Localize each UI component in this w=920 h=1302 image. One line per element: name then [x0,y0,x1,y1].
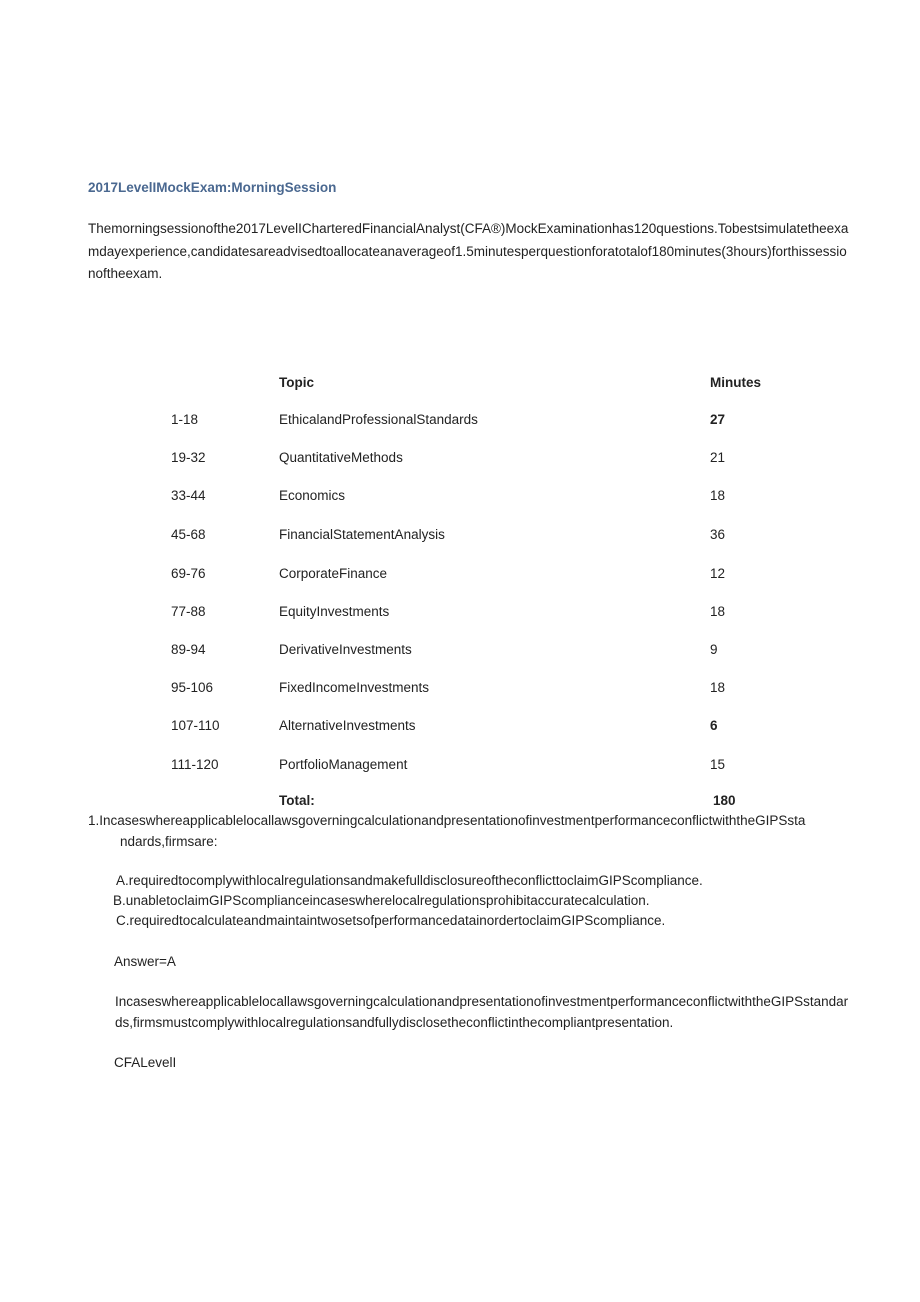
question-stem [88,810,853,852]
option-c: C.requiredtocalculateandmaintaintwosetsofperformancedatainordertoclaimGIPScompliance. [116,913,666,928]
topic-name: EthicalandProfessionalStandards [279,412,478,427]
topic-name: DerivativeInvestments [279,642,412,657]
topic-name: QuantitativeMethods [279,450,403,465]
topic-name: AlternativeInvestments [279,718,416,733]
topic-minutes: 12 [710,566,726,581]
question-range: 111-120 [171,757,219,772]
source-label: CFALevelI [114,1055,177,1070]
topic-minutes: 9 [710,642,718,657]
total-value: 180 [713,793,736,808]
question-stem-line-1: 1.IncaseswhereapplicablelocallawsgoverningcalculationandpresentationofinvestmentperformanceconflictwiththeGIPSsta [88,813,806,828]
total-label: Total: [279,793,315,808]
question-range: 95-106 [171,680,214,695]
answer-line: Answer=A [114,954,176,969]
question-range: 77-88 [171,604,206,619]
topic-minutes: 18 [710,488,726,503]
topic-minutes: 6 [710,718,718,733]
question-range: 69-76 [171,566,206,581]
topic-minutes: 27 [710,412,726,427]
topic-name: Economics [279,488,346,503]
topic-name: PortfolioManagement [279,757,408,772]
question-range: 33-44 [171,488,206,503]
question-range: 1-18 [171,412,199,427]
question-stem-line-2: ndards,firmsare: [120,834,218,849]
page-title: 2017LevelIMockExam:MorningSession [88,180,337,195]
topic-minutes: 18 [710,604,726,619]
topic-header: Topic [279,375,314,390]
topic-name: EquityInvestments [279,604,390,619]
topic-minutes: 15 [710,757,726,772]
answer-explanation: IncaseswhereapplicablelocallawsgoverningcalculationandpresentationofinvestmentperformanceconflictwiththeGIPSstandards,firmsmustcomplywithlocalregulationsandfullydisclosetheconflictinthecompliantpresentation. [115,994,849,1030]
intro-paragraph: Themorningsessionofthe2017LevelICharteredFinancialAnalyst(CFA®)MockExaminationhas120questions.Tobestsimulatetheexamdayexperience,candidatesareadvisedtoallocateanaverageof1.5minutesperquestionforatotalof180minutes(3hours)forthissessionoftheexam. [88,221,849,281]
question-range: 89-94 [171,642,206,657]
question-range: 107-110 [171,718,220,733]
question-range: 45-68 [171,527,206,542]
option-b: B.unabletoclaimGIPScomplianceincaseswherelocalregulationsprohibitaccuratecalculation. [113,893,650,908]
minutes-header: Minutes [710,375,762,390]
topic-name: CorporateFinance [279,566,388,581]
option-a: A.requiredtocomplywithlocalregulationsandmakefulldisclosureoftheconflicttoclaimGIPScompliance. [116,873,703,888]
topic-minutes: 36 [710,527,726,542]
topic-minutes: 21 [710,450,726,465]
topic-minutes: 18 [710,680,726,695]
topic-name: FinancialStatementAnalysis [279,527,445,542]
topic-name: FixedIncomeInvestments [279,680,430,695]
question-range: 19-32 [171,450,206,465]
